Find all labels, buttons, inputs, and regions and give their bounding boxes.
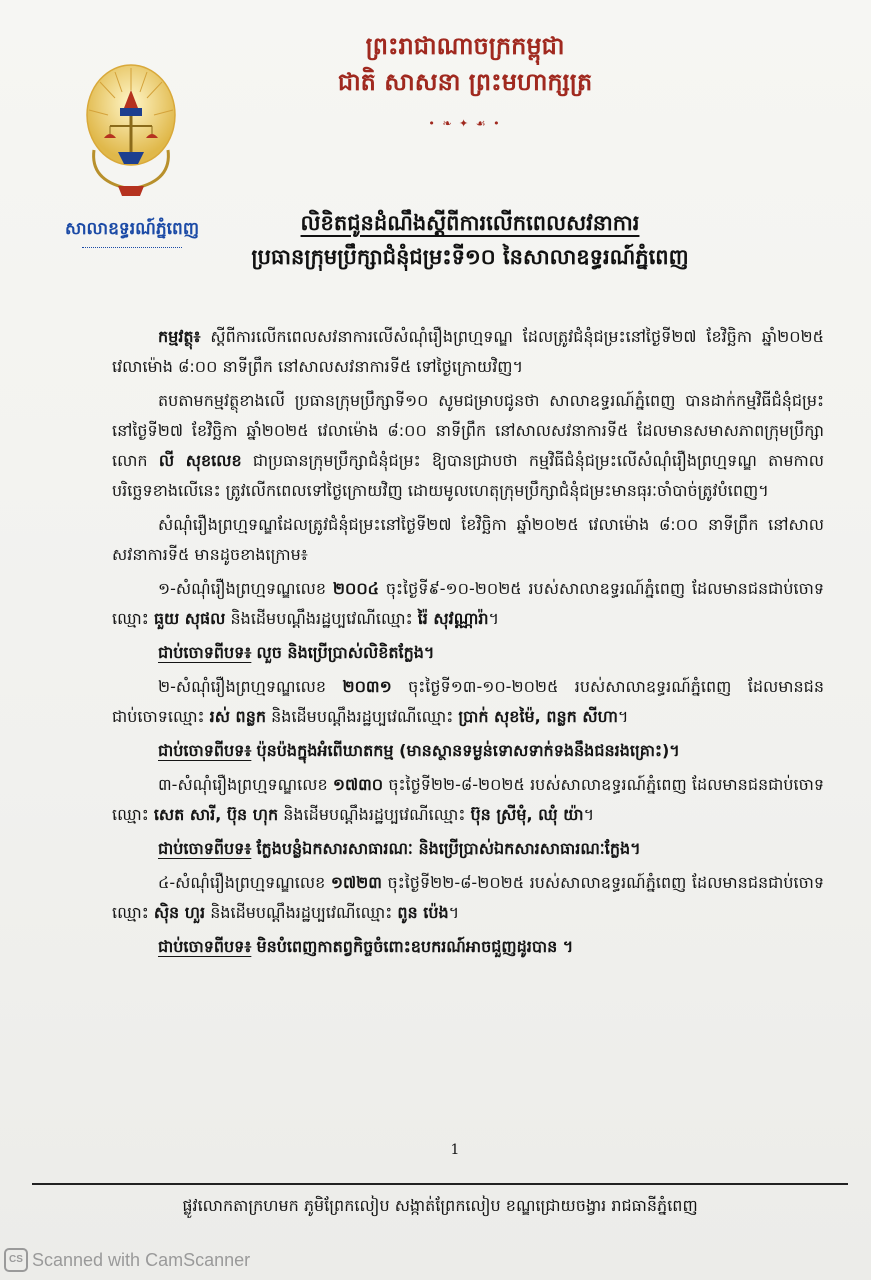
charge-label: ជាប់ចោទពីបទ៖ [158, 839, 252, 858]
case-end: ។ [617, 707, 629, 726]
camscanner-icon: CS [4, 1248, 28, 1272]
charge-label: ជាប់ចោទពីបទ៖ [158, 937, 252, 956]
civil-party-name: ប្រាក់ សុខម៉ៃ, ពន្លក សីហា [458, 707, 618, 726]
civil-party-label: និងដើមបណ្តឹងរដ្ឋប្បវេណីឈ្មោះ [210, 903, 393, 922]
title-line-1: លិខិតជូនដំណឹងស្តីពីការលើកពេលសវនាការ [300, 210, 640, 235]
case-details: ចុះថ្ងៃទី២២-៨-២០២៥ របស់សាលាឧទ្ធរណ៍ភ្នំពេញ ដែលមានជនជាប់ចោទឈ្មោះ [112, 775, 824, 824]
ornament-divider: • ❧ ✦ ☙ • [428, 117, 502, 130]
civil-party-name: ពូន ប៉េង [397, 903, 449, 922]
case-end: ។ [488, 609, 500, 628]
case-charge [112, 638, 824, 668]
kingdom-line: ព្រះរាជាណាចក្រកម្ពុជា [365, 31, 565, 60]
charge-label: ជាប់ចោទពីបទ៖ [158, 643, 252, 662]
charge-text: មិនបំពេញកាតព្វកិច្ចចំពោះឧបករណ៍អាចជួញដូរបាន ។ [256, 937, 574, 956]
subject-text: ស្តីពីការលើកពេលសវនាការលើសំណុំរឿងព្រហ្មទណ្ឌ ដែលត្រូវជំនុំជម្រះនៅថ្ងៃទី២៧ ខែវិច្ឆិកា ឆ្នាំ២០២៥ វេលាម៉ោង ៨:០០ នាទីព្រឹក នៅសាលសវនាការទី៥ ទៅថ្ងៃក្រោយវិញ។ [112, 327, 824, 376]
document-title [210, 206, 730, 274]
case-end: ។ [448, 903, 460, 922]
case-details: ចុះថ្ងៃទី២២-៨-២០២៥ របស់សាលាឧទ្ធរណ៍ភ្នំពេញ ដែលមានជនជាប់ចោទឈ្មោះ [112, 873, 824, 922]
paragraph-2: សំណុំរឿងព្រហ្មទណ្ឌដែលត្រូវជំនុំជម្រះនៅថ្ងៃទី២៧ ខែវិច្ឆិកា ឆ្នាំ២០២៥ វេលាម៉ោង ៨:០០ នាទីព្រឹក នៅសាលសវនាការទី៥ មានដូចខាងក្រោម៖ [112, 515, 824, 564]
case-prefix: ៣-សំណុំរឿងព្រហ្មទណ្ឌលេខ [158, 775, 328, 794]
case-number: ១៧៣០ [332, 775, 384, 794]
case-item [112, 770, 824, 830]
case-prefix: ១-សំណុំរឿងព្រហ្មទណ្ឌលេខ [158, 579, 327, 598]
civil-party-label: និងដើមបណ្តឹងរដ្ឋប្បវេណីឈ្មោះ [283, 805, 466, 824]
case-number: ២០០៤ [332, 579, 379, 598]
case-item [112, 672, 824, 732]
court-name-underline [82, 247, 182, 250]
paragraph-1 [112, 386, 824, 506]
presiding-judge-name: លី សុខលេខ [158, 451, 242, 470]
case-charge [112, 932, 824, 962]
case-details: ចុះថ្ងៃទី៩-១០-២០២៥ របស់សាលាឧទ្ធរណ៍ភ្នំពេញ ដែលមានជនជាប់ចោទឈ្មោះ [112, 579, 824, 628]
watermark-text: Scanned with CamScanner [32, 1249, 251, 1270]
scanner-watermark [4, 1247, 250, 1273]
case-details: ចុះថ្ងៃទី១៣-១០-២០២៥ របស់សាលាឧទ្ធរណ៍ភ្នំពេញ ដែលមានជនជាប់ចោទឈ្មោះ [112, 677, 824, 726]
paragraph-1-text-b: ជាប្រធានក្រុមប្រឹក្សាជំនុំជម្រះ ឱ្យបានជ្រាបថា កម្មវិធីជំនុំជម្រះលើសំណុំរឿងព្រហ្មទណ្ឌ តាមកាលបរិច្ឆេទខាងលើនេះ ត្រូវលើកពេលទៅថ្ងៃក្រោយវិញ ដោយមូលហេតុក្រុមប្រឹក្សាជំនុំជម្រះមានធុរៈចាំបាច់ត្រូវបំពេញ។ [112, 451, 824, 500]
case-charge [112, 736, 824, 766]
subject-label: កម្មវត្ថុ៖ [158, 327, 201, 346]
motto-line: ជាតិ សាសនា ព្រះមហាក្សត្រ [337, 67, 593, 96]
document-body [112, 322, 824, 966]
accused-name: រស់ ពន្លក [209, 707, 267, 726]
subject-paragraph [112, 322, 824, 382]
footer-divider [32, 1183, 848, 1185]
case-prefix: ២-សំណុំរឿងព្រហ្មទណ្ឌលេខ [158, 677, 327, 696]
charge-label: ជាប់ចោទពីបទ៖ [158, 741, 252, 760]
footer-address: ផ្លូវលោកតាក្រហមក ភូមិព្រែកលៀប សង្កាត់ព្រែកលៀប ខណ្ឌជ្រោយចង្វារ រាជធានីភ្នំពេញ [182, 1196, 698, 1215]
title-line-2: ប្រធានក្រុមប្រឹក្សាជំនុំជម្រះទី១០ នៃសាលាឧទ្ធរណ៍ភ្នំពេញ [251, 244, 689, 269]
case-number: ២០៣១ [342, 677, 392, 696]
charge-text: ប៉ុនប៉ងក្នុងអំពើឃាតកម្ម (មានស្ថានទម្ងន់ទោសទាក់ទងនឹងជនរងគ្រោះ)។ [256, 741, 680, 760]
accused-name: សេត សារី, ប៊ុន ហុក [153, 805, 279, 824]
page-number: 1 [450, 1142, 460, 1158]
paragraph-1-text-a: តបតាមកម្មវត្ថុខាងលើ ប្រធានក្រុមប្រឹក្សាទី១០ សូមជម្រាបជូនថា សាលាឧទ្ធរណ៍ភ្នំពេញ បានដាក់កម្មវិធីជំនុំជម្រះនៅថ្ងៃទី២៧ ខែវិច្ឆិកា ឆ្នាំ២០២៥ វេលាម៉ោង ៨:០០ នាទីព្រឹក នៅសាលសវនាការទី៥ ដែលមានសមាសភាពក្រុមប្រឹក្សា លោក [112, 391, 824, 470]
case-item [112, 868, 824, 928]
case-item [112, 574, 824, 634]
civil-party-name: រ៉ៃ សុវណ្ណារ៉ា [417, 609, 489, 628]
case-end: ។ [583, 805, 595, 824]
court-name: សាលាឧទ្ធរណ៍ភ្នំពេញ [64, 219, 200, 239]
civil-party-label: និងដើមបណ្តឹងរដ្ឋប្បវេណីឈ្មោះ [271, 707, 454, 726]
case-charge [112, 834, 824, 864]
accused-name: ធួយ សុផល [153, 609, 226, 628]
charge-text: លួច និងប្រើប្រាស់លិខិតក្លែង។ [256, 643, 435, 662]
national-header [300, 28, 630, 100]
case-prefix: ៤-សំណុំរឿងព្រហ្មទណ្ឌលេខ [158, 873, 326, 892]
case-number: ១៧២៣ [330, 873, 382, 892]
charge-text: ក្លែងបន្លំឯកសារសាធារណៈ និងប្រើប្រាស់ឯកសារសាធារណៈក្លែង។ [256, 839, 641, 858]
accused-name: ស៊ិន ហួរ [153, 903, 206, 922]
civil-party-name: ប៊ុន ស្រីមុំ, ឈុំ យ៉ា [470, 805, 584, 824]
civil-party-label: និងដើមបណ្តឹងរដ្ឋប្បវេណីឈ្មោះ [230, 609, 413, 628]
court-emblem-icon [80, 60, 182, 200]
